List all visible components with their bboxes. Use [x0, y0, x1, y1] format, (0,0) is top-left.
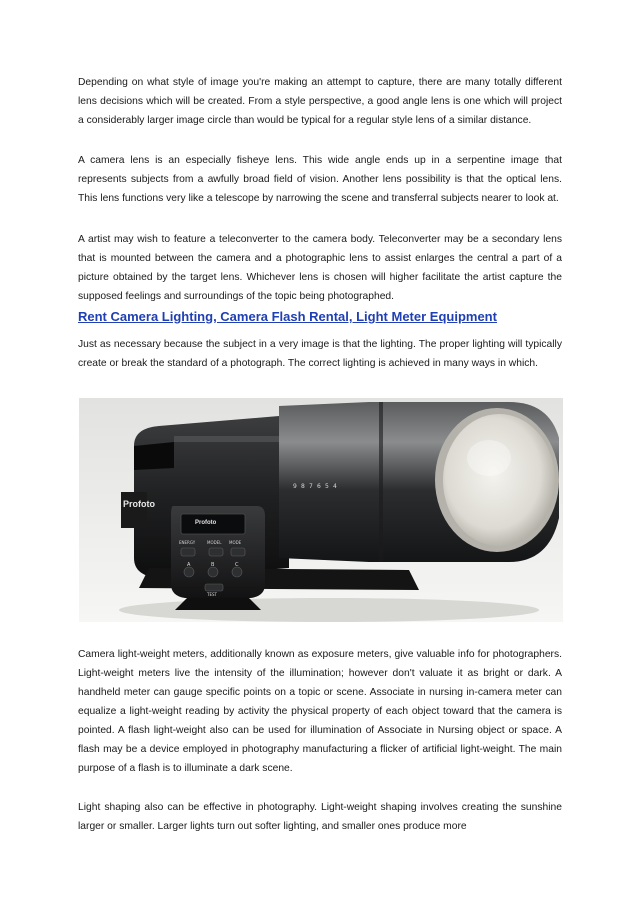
remote-label-a: A — [187, 562, 191, 568]
paragraph-lens-choices: Depending on what style of image you're making an attempt to capture, there are many totally different lens decisions which will be created. From a style perspective, a good angle lens is one which will project a considerably larger image circle than would be typical for a regular style lens of a similar distance. — [78, 77, 562, 126]
paragraph-fisheye-lens: A camera lens is an especially fisheye lens. This wide angle ends up in a serpentine image that represents subjects from a awfully broad field of vision. Another lens possibility is that the optical lens. This lens functions very like a telescope by narrowing the scene and transferral subjects nearer to look at. — [78, 155, 562, 204]
svg-text:4: 4 — [333, 483, 337, 490]
svg-text:6: 6 — [317, 483, 321, 490]
dome-highlight — [467, 440, 511, 476]
flash-top-edge — [174, 436, 294, 442]
remote-label-model: MODEL — [207, 540, 222, 545]
paragraph-lighting-intro: Just as necessary because the subject in a very image is that the lighting. The proper lighting will typically create or break the standard of a photograph. The correct lighting is achieved in many ways in which. — [78, 339, 562, 369]
svg-text:8: 8 — [301, 483, 305, 490]
remote-hotshoe-foot — [175, 598, 261, 610]
flash-equipment-photo — [79, 398, 563, 622]
flash-side-panel — [121, 492, 147, 528]
remote-brand-logo: Profoto — [195, 520, 217, 526]
photo-illustration — [79, 398, 563, 622]
remote-model-button — [209, 548, 223, 556]
frosted-dome — [443, 414, 555, 546]
heading-link-text[interactable]: Rent Camera Lighting, Camera Flash Rental, Light Meter Equipment — [78, 309, 497, 324]
paragraph-teleconverter: A artist may wish to feature a teleconverter to the camera body. Teleconverter may be a secondary lens that is mounted between the camera and a photographic lens to assist enlarges the central a part of a picture obtained by the target lens. Whichever lens is chosen will higher facilitate the artist capture the supposed feelings and surroundings of the topic being photographed. — [78, 234, 562, 302]
svg-text:7: 7 — [309, 483, 313, 490]
wireless-remote — [171, 506, 265, 610]
remote-label-energy: ENERGY — [179, 540, 196, 545]
remote-label-c: C — [235, 562, 239, 568]
section-heading-link[interactable] — [78, 309, 497, 324]
remote-group-b-button — [208, 567, 218, 577]
remote-label-mode: MODE — [229, 540, 242, 545]
remote-label-test: TEST — [207, 592, 217, 597]
remote-group-c-button — [232, 567, 242, 577]
flash-top-recess — [134, 442, 174, 470]
remote-group-a-button — [184, 567, 194, 577]
svg-text:5: 5 — [325, 483, 329, 490]
paragraph-light-meters: Camera light-weight meters, additionally known as exposure meters, give valuable info for photographers. Light-weight meters live the intensity of the illumination; however don't valuate it as bright or dark. A handheld meter can gauge specific points on a topic or scene. Associate in nursing in-camera meter can equalize a light-weight reading by activity the physical property of each object toward that the camera is pointed. A flash light-weight also can be used for illumination of Associate in Nursing object or space. A flash may be a device employed in photography manufacturing a flicker of artificial light-weight. The main purpose of a flash is to illuminate a dark scene. — [78, 649, 562, 774]
flash-brand-logo: Profoto — [123, 499, 155, 509]
remote-label-b: B — [211, 562, 215, 568]
remote-energy-button — [181, 548, 195, 556]
svg-text:9: 9 — [293, 483, 297, 490]
remote-mode-button — [231, 548, 245, 556]
remote-test-button — [205, 584, 223, 591]
tube-seam — [379, 402, 383, 562]
paragraph-light-shaping: Light shaping also can be effective in photography. Light-weight shaping involves creating the sunshine larger or smaller. Larger lights turn out softer lighting, and smaller ones produce more — [78, 802, 562, 832]
